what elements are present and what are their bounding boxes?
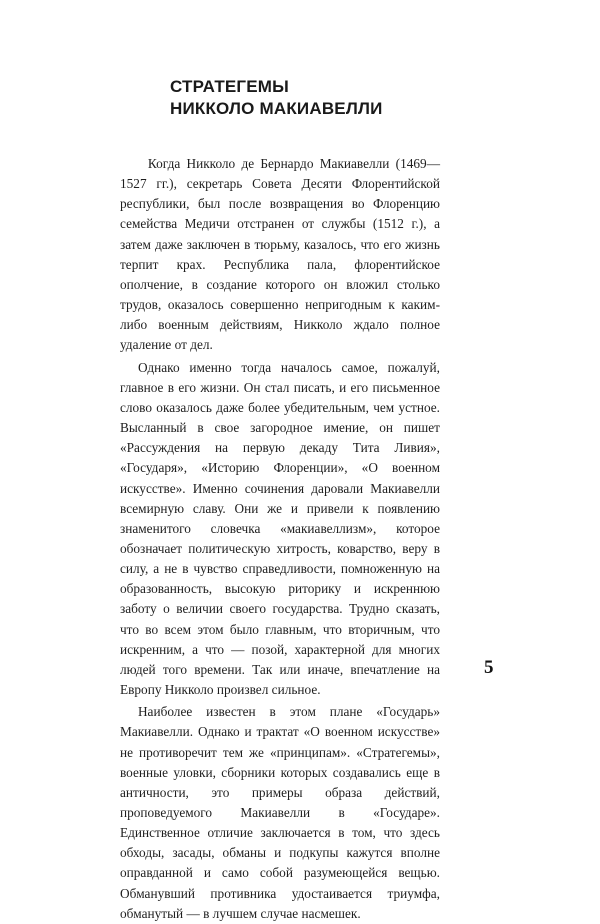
chapter-title: [170, 76, 383, 120]
chapter-title-line-2: НИККОЛО МАКИАВЕЛЛИ: [170, 99, 383, 118]
paragraph-1: Когда Никколо де Бернардо Макиавелли (1469—1527 гг.), секретарь Совета Десяти Флорентийской республики, был после возвращения во Флоренцию семейства Медичи отстранен от службы (1512 г.), а затем даже заключен в тюрьму, казалось, что его жизнь терпит крах. Республика пала, флорентийское ополчение, в создание которого он вложил столько трудов, оказалось совершенно непригодным к каким-либо военным действиям, Никколо ждало полное удаление от дел.: [120, 156, 440, 353]
body-text: [120, 154, 440, 924]
paragraph-3: Наиболее известен в этом плане «Государь» Макиавелли. Однако и трактат «О военном искусстве» не противоречит тем же «принципам». «Стратегемы», военные уловки, сборники которых создавались еще в античности, это примеры образа действий, проповедуемого Макиавелли в «Государе». Единственное отличие заключается в том, что здесь обходы, засады, обманы и подкупы кажутся вполне оправданной и само собой разумеющейся вещью. Обманувший противника удостаивается триумфа, обманутый — в лучшем случае насмешек.: [120, 704, 440, 921]
page-number: 5: [484, 657, 494, 678]
paragraph-2: Однако именно тогда началось самое, пожалуй, главное в его жизни. Он стал писать, и его письменное слово оказалось даже более убедительным, чем устное. Высланный в свое загородное имение, он пишет «Рассуждения на первую декаду Тита Ливия», «Государя», «Историю Флоренции», «О военном искусстве». Именно сочинения даровали Макиавелли всемирную славу. Они же и привели к появлению знаменитого словечка «макиавеллизм», которое обозначает политическую хитрость, коварство, веру в силу, а не в чувство справедливости, помноженную на образованность, высокую риторику и искреннюю заботу о величии своего государства. Трудно сказать, что во всем этом было главным, что вторичным, что искренним, а что — позой, характерной для многих людей того времени. Так или иначе, впечатление на Европу Никколо произвел сильное.: [120, 359, 440, 698]
chapter-title-line-1: СТРАТЕГЕМЫ: [170, 77, 290, 96]
